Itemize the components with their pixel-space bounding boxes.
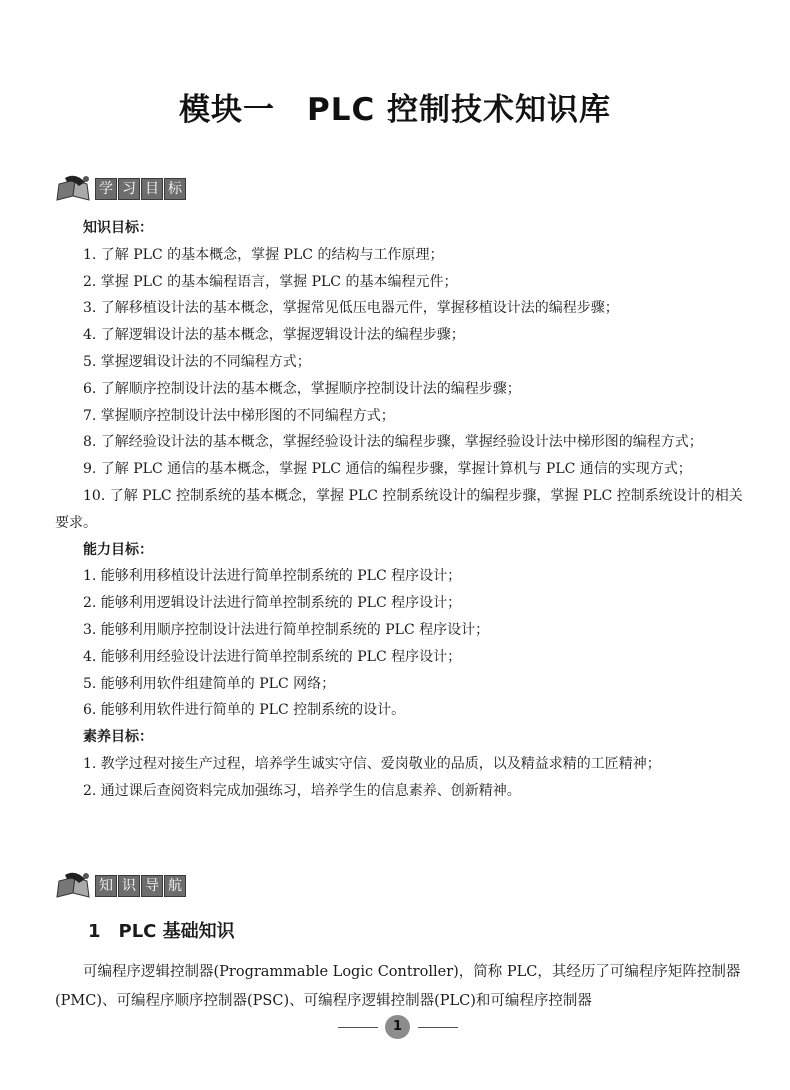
section-title-char: 导 [141,875,163,897]
page-number: 1 [385,1015,410,1039]
chapter-heading: 1 PLC 基础知识 [88,921,235,942]
list-item: 2. 通过课后查阅资料完成加强练习，培养学生的信息素养、创新精神。 [83,782,521,799]
list-item: 4. 了解逻辑设计法的基本概念，掌握逻辑设计法的编程步骤； [83,327,465,344]
list-item: 1. 了解 PLC 的基本概念，掌握 PLC 的结构与工作原理； [83,246,444,263]
list-item: 2. 能够利用逻辑设计法进行简单控制系统的 PLC 程序设计； [83,595,462,612]
footer-rule-right [418,1027,458,1028]
list-item: 6. 能够利用软件进行简单的 PLC 控制系统的设计。 [83,702,406,719]
list-item: 2. 掌握 PLC 的基本编程语言，掌握 PLC 的基本编程元件； [83,273,458,290]
section-title-char: 识 [118,875,140,897]
page-footer [338,1015,458,1039]
footer-rule-left [338,1027,378,1028]
section-title-char: 目 [141,178,163,200]
ability-goals-heading: 能力目标： [83,541,153,558]
list-item: 1. 教学过程对接生产过程，培养学生诚实守信、爱岗敬业的品质，以及精益求精的工匠精神； [83,755,661,772]
list-item: 5. 掌握逻辑设计法的不同编程方式； [83,353,311,370]
learning-goals-content [55,215,745,805]
intro-paragraph: 可编程序逻辑控制器(Programmable Logic Controller)，简称 PLC，其经历了可编程序矩阵控制器(PMC)、可编程序顺序控制器(PSC)、可编程序逻辑控制器(PLC)和可编程序控制器 [55,964,741,1009]
list-item: 3. 了解移植设计法的基本概念，掌握常见低压电器元件，掌握移植设计法的编程步骤； [83,300,619,317]
section-title-char: 习 [118,178,140,200]
list-item: 9. 了解 PLC 通信的基本概念，掌握 PLC 通信的编程步骤，掌握计算机与 PLC 通信的实现方式； [83,461,692,478]
list-item: 8. 了解经验设计法的基本概念，掌握经验设计法的编程步骤，掌握经验设计法中梯形图的编程方式； [83,434,703,451]
section-title-char: 知 [95,875,117,897]
page-title: 模块一 PLC 控制技术知识库 [178,92,611,128]
quality-goals-heading: 素养目标： [83,729,153,746]
book-icon [55,174,93,204]
list-item: 1. 能够利用移植设计法进行简单控制系统的 PLC 程序设计； [83,568,462,585]
section-title-char: 学 [95,178,117,200]
section-header-knowledge-nav [55,871,187,901]
list-item: 5. 能够利用软件组建简单的 PLC 网络； [83,675,336,692]
list-item: 7. 掌握顺序控制设计法中梯形图的不同编程方式； [83,407,395,424]
list-item: 6. 了解顺序控制设计法的基本概念，掌握顺序控制设计法的编程步骤； [83,380,521,397]
list-item: 3. 能够利用顺序控制设计法进行简单控制系统的 PLC 程序设计； [83,621,490,638]
section-header-learning-goals [55,174,187,204]
list-item: 4. 能够利用经验设计法进行简单控制系统的 PLC 程序设计； [83,648,462,665]
list-item: 10. 了解 PLC 控制系统的基本概念，掌握 PLC 控制系统设计的编程步骤，掌握 PLC 控制系统设计的相关要求。 [55,487,743,531]
book-icon [55,871,93,901]
section-title-char: 航 [164,875,186,897]
section-title-char: 标 [164,178,186,200]
knowledge-goals-heading: 知识目标： [83,220,153,236]
